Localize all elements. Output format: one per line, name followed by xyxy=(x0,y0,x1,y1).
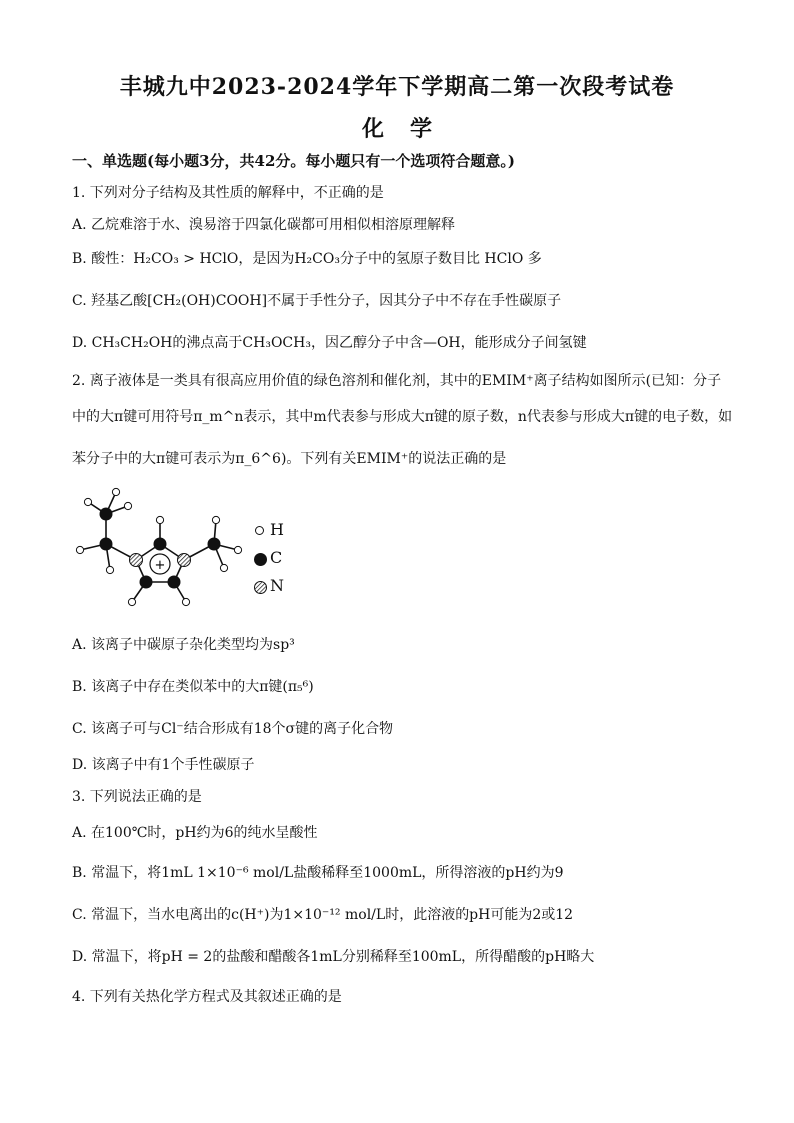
q1-b-mid: ，是因为 xyxy=(238,251,295,267)
q2-stem-line-3: 苯分子中的大π键可表示为π_6^6)。下列有关EMIM⁺的说法正确的是 xyxy=(72,451,507,467)
q1-option-b xyxy=(72,248,542,268)
atom-legend xyxy=(252,520,312,602)
carbon-atom-methyl xyxy=(208,538,221,551)
legend-carbon xyxy=(252,548,312,570)
q1-d-suffix: ，因乙醇分子中含—OH，能形成分子间氢键 xyxy=(310,335,587,351)
q4-stem: 4. 下列有关热化学方程式及其叙述正确的是 xyxy=(72,989,342,1005)
carbon-atom-ethyl-ch2 xyxy=(100,538,113,551)
q2-option-c: C. 该离子可与Cl⁻结合形成有18个σ键的离子化合物 xyxy=(72,721,394,737)
hydrogen-atom xyxy=(84,498,91,505)
q1-c-suffix: 不属于手性分子，因其分子中不存在手性碳原子 xyxy=(267,293,562,309)
q2-option-d: D. 该离子中有1个手性碳原子 xyxy=(72,757,255,773)
hydrogen-atom xyxy=(234,546,241,553)
q2-option-b: B. 该离子中存在类似苯中的大π键(π₅⁶) xyxy=(72,679,314,695)
legend-label-h: H xyxy=(270,520,284,539)
q1-option-d xyxy=(72,332,587,352)
hydrogen-atom xyxy=(156,516,163,523)
exam-subject: 化学 xyxy=(361,116,458,142)
exam-title: 丰城九中2023-2024学年下学期高二第一次段考试卷 xyxy=(119,74,675,100)
ring-charge-symbol: + xyxy=(154,558,166,573)
q1-d-formula-2: CH₃OCH₃ xyxy=(242,335,311,351)
hydrogen-atom xyxy=(124,502,131,509)
legend-label-c: C xyxy=(270,548,283,567)
carbon-atom-ring-4 xyxy=(168,576,181,589)
hydrogen-atom xyxy=(212,516,219,523)
q3-option-b: B. 常温下，将1mL 1×10⁻⁶ mol/L盐酸稀释至1000mL，所得溶液的pH约为9 xyxy=(72,865,564,881)
q1-c-formula: [CH₂(OH)COOH] xyxy=(147,293,268,309)
nitrogen-legend-dot xyxy=(254,581,267,594)
q1-b-formula-2: H₂CO₃ xyxy=(294,251,340,267)
carbon-atom-ring-2 xyxy=(154,538,167,551)
q2-stem-line-2: 中的大π键可用符号π_m^n表示，其中m代表参与形成大π键的原子数，n代表参与形成大π键的电子数，如 xyxy=(72,409,733,425)
legend-nitrogen xyxy=(252,576,312,598)
q2-option-a: A. 该离子中碳原子杂化类型均为sp³ xyxy=(72,637,295,653)
q3-option-c: C. 常温下，当水电离出的c(H⁺)为1×10⁻¹² mol/L时，此溶液的pH可能为2或12 xyxy=(72,907,574,923)
q1-b-suffix: 分子中的氢原子数目比 HClO 多 xyxy=(339,251,542,267)
q1-c-prefix: C. 羟基乙酸 xyxy=(72,293,148,309)
legend-label-n: N xyxy=(270,576,284,595)
carbon-atom-ethyl-ch3 xyxy=(100,508,113,521)
hydrogen-atom xyxy=(220,564,227,571)
q1-option-a: A. 乙烷难溶于水、溴易溶于四氯化碳都可用相似相溶原理解释 xyxy=(72,217,456,233)
section-heading: 一、单选题(每小题3分，共42分。每小题只有一个选项符合题意。) xyxy=(72,152,516,170)
q1-d-formula-1: CH₃CH₂OH xyxy=(91,335,173,351)
hydrogen-atom xyxy=(182,598,189,605)
q3-stem: 3. 下列说法正确的是 xyxy=(72,789,202,805)
q1-b-prefix: B. 酸性： xyxy=(72,251,134,267)
q1-b-formula-1: H₂CO₃ > HClO xyxy=(133,251,239,267)
hydrogen-atom xyxy=(128,598,135,605)
hydrogen-atom xyxy=(106,566,113,573)
hydrogen-atom xyxy=(112,488,119,495)
legend-hydrogen xyxy=(252,520,312,542)
q1-stem: 1. 下列对分子结构及其性质的解释中，不正确的是 xyxy=(72,185,384,201)
q1-d-prefix: D. xyxy=(72,335,92,351)
carbon-legend-dot xyxy=(254,553,267,566)
q2-stem-line-1: 2. 离子液体是一类具有很高应用价值的绿色溶剂和催化剂，其中的EMIM⁺离子结构如图所示(已知：分子 xyxy=(72,373,722,389)
q1-d-mid: 的沸点高于 xyxy=(172,335,243,351)
q3-option-a: A. 在100℃时，pH约为6的纯水呈酸性 xyxy=(72,825,318,841)
q1-option-c xyxy=(72,290,561,310)
q3-option-d: D. 常温下，将pH = 2的盐酸和醋酸各1mL分别稀释至100mL，所得醋酸的pH略大 xyxy=(72,949,595,965)
carbon-atom-ring-5 xyxy=(140,576,153,589)
hydrogen-atom xyxy=(76,546,83,553)
nitrogen-atom-2 xyxy=(178,554,191,567)
hydrogen-legend-dot xyxy=(255,526,264,535)
nitrogen-atom-1 xyxy=(130,554,143,567)
